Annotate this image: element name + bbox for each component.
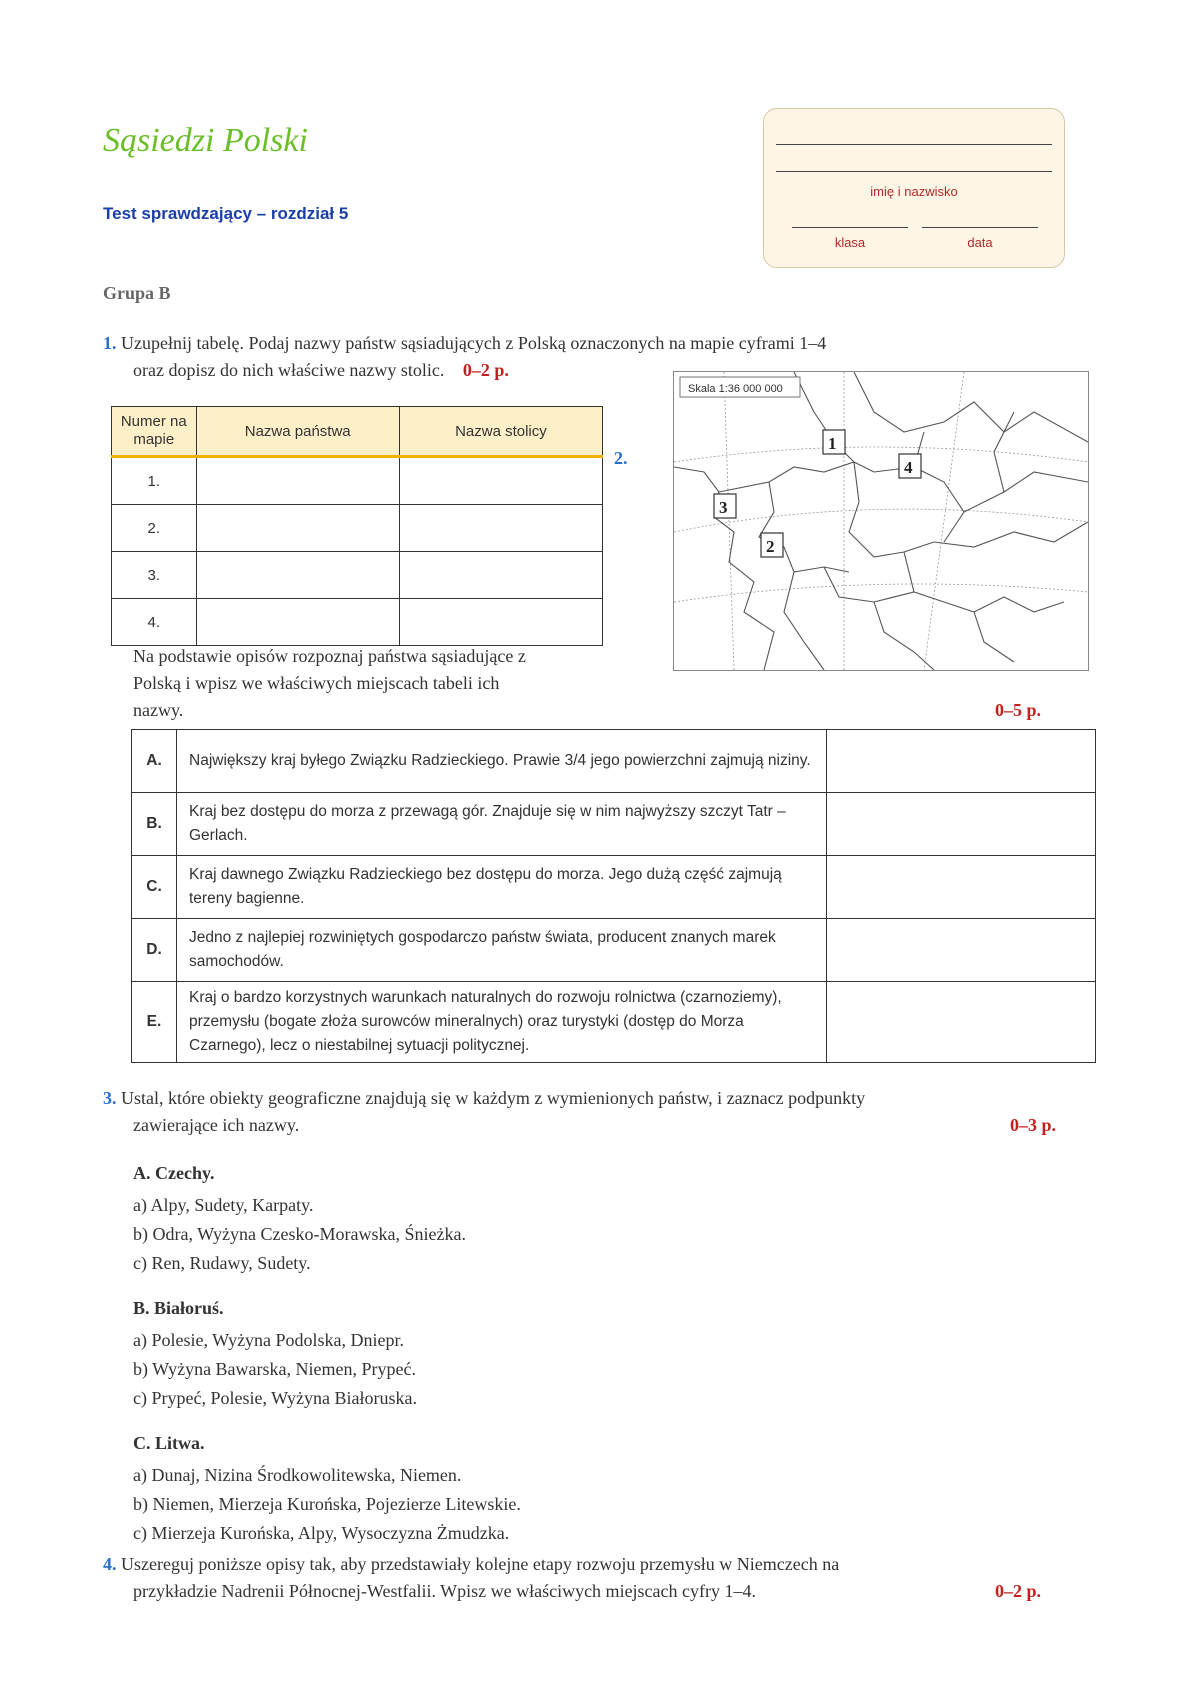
answer-cell[interactable]: [827, 856, 1096, 919]
map-scale: Skala 1:36 000 000: [688, 383, 783, 395]
item-description: Kraj dawnego Związku Radzieckiego bez dostępu do morza. Jego dużą część zajmują tereny bagienne.: [177, 856, 827, 919]
q2-line3: nazwy.: [133, 700, 184, 720]
q1-line1: Uzupełnij tabelę. Podaj nazwy państw sąsiadujących z Polską oznaczonych na mapie cyframi 1–4: [121, 333, 827, 353]
q3-group-a-heading: A. Czechy.: [133, 1163, 215, 1183]
q3-group-b-heading: B. Białoruś.: [133, 1298, 224, 1318]
q4-text: [103, 1551, 839, 1578]
page-subtitle: Test sprawdzający – rozdział 5: [103, 204, 349, 223]
option-item[interactable]: c) Ren, Rudawy, Sudety.: [133, 1253, 311, 1273]
item-description: Kraj o bardzo korzystnych warunkach naturalnych do rozwoju rolnictwa (czarnoziemy), przemysłu (bogate złoża surowców mineralnych) oraz turystyki (dostęp do Morza Czarnego), lecz o niestabilnej sytuacji politycznej.: [177, 982, 827, 1063]
q2-line2: Polską i wpisz we właściwych miejscach tabeli ich: [133, 673, 500, 693]
option-item[interactable]: c) Prypeć, Polesie, Wyżyna Białoruska.: [133, 1388, 418, 1408]
row-number: 4.: [112, 599, 197, 646]
europe-map: [673, 371, 1089, 671]
q4-line1: Uszereguj poniższe opisy tak, aby przedstawiały kolejne etapy rozwoju przemysłu w Niemczech na: [121, 1554, 840, 1574]
page-title: Sąsiedzi Polski: [103, 122, 308, 159]
q1-text-2: [133, 357, 509, 384]
q3-group-b-options: [133, 1326, 417, 1413]
item-letter: B.: [132, 793, 177, 856]
map-marker-3: 3: [719, 498, 728, 517]
option-item[interactable]: a) Dunaj, Nizina Środkowolitewska, Niemen.: [133, 1465, 462, 1485]
map-marker-4: 4: [904, 458, 913, 477]
q2-text: [133, 643, 643, 724]
date-line[interactable]: [922, 227, 1038, 228]
answer-cell[interactable]: [827, 982, 1096, 1063]
capital-cell[interactable]: [399, 552, 602, 599]
option-item[interactable]: b) Niemen, Mierzeja Kurońska, Pojezierze Litewskie.: [133, 1494, 521, 1514]
row-number: 3.: [112, 552, 197, 599]
item-description: Jedno z najlepiej rozwiniętych gospodarczo państw świata, producent znanych marek samochodów.: [177, 919, 827, 982]
class-label: klasa: [834, 235, 866, 250]
table-row: [112, 457, 603, 505]
table-row: [112, 552, 603, 599]
table-row: [132, 919, 1096, 982]
q2-table: [131, 729, 1096, 1063]
capital-cell[interactable]: [399, 457, 602, 505]
table-row: [132, 793, 1096, 856]
q1-number: 1.: [103, 333, 117, 353]
q1-line2: oraz dopisz do nich właściwe nazwy stolic.: [133, 360, 445, 380]
date-label: data: [967, 235, 993, 250]
item-description: Kraj bez dostępu do morza z przewagą gór. Znajduje się w nim najwyższy szczyt Tatr – Gerlach.: [177, 793, 827, 856]
q1-text: [103, 330, 826, 357]
row-number: 1.: [112, 457, 197, 505]
item-letter: D.: [132, 919, 177, 982]
q1-table: [111, 406, 603, 646]
q2-number: 2.: [614, 448, 628, 468]
row-number: 2.: [112, 505, 197, 552]
option-item[interactable]: b) Odra, Wyżyna Czesko-Morawska, Śnieżka.: [133, 1224, 466, 1244]
q3-number: 3.: [103, 1088, 117, 1108]
option-item[interactable]: a) Polesie, Wyżyna Podolska, Dniepr.: [133, 1330, 405, 1350]
option-item[interactable]: c) Mierzeja Kurońska, Alpy, Wysoczyzna Żmudzka.: [133, 1523, 510, 1543]
q4-points: 0–2 p.: [995, 1581, 1042, 1601]
table-row: [132, 730, 1096, 793]
item-letter: C.: [132, 856, 177, 919]
table-row: [132, 856, 1096, 919]
table-row: [112, 599, 603, 646]
capital-cell[interactable]: [399, 599, 602, 646]
country-cell[interactable]: [196, 552, 399, 599]
group-label: Grupa B: [103, 283, 171, 303]
capital-cell[interactable]: [399, 505, 602, 552]
answer-cell[interactable]: [827, 793, 1096, 856]
q4-line2: przykładzie Nadrenii Północnej-Westfalii. Wpisz we właściwych miejscach cyfry 1–4.: [133, 1581, 757, 1601]
table-row: [132, 982, 1096, 1063]
q3-points: 0–3 p.: [1010, 1115, 1057, 1135]
option-item[interactable]: b) Wyżyna Bawarska, Niemen, Prypeć.: [133, 1359, 416, 1379]
map-graphic: [674, 372, 1088, 670]
q3-text: [103, 1085, 865, 1112]
answer-cell[interactable]: [827, 730, 1096, 793]
table-header-country: Nazwa państwa: [196, 407, 399, 457]
q2-line1: Na podstawie opisów rozpoznaj państwa sąsiadujące z: [133, 646, 526, 666]
q3-line2: zawierające ich nazwy.: [133, 1115, 300, 1135]
country-cell[interactable]: [196, 505, 399, 552]
table-header-number: Numer na mapie: [112, 407, 197, 457]
name-label: imię i nazwisko: [870, 184, 958, 199]
map-marker-2: 2: [766, 537, 775, 556]
q3-group-c-heading: C. Litwa.: [133, 1433, 205, 1453]
item-letter: E.: [132, 982, 177, 1063]
name-line-1[interactable]: [776, 144, 1052, 145]
item-letter: A.: [132, 730, 177, 793]
map-marker-1: 1: [828, 434, 837, 453]
option-item[interactable]: a) Alpy, Sudety, Karpaty.: [133, 1195, 314, 1215]
q3-group-c-options: [133, 1461, 521, 1548]
q4-number: 4.: [103, 1554, 117, 1574]
country-cell[interactable]: [196, 457, 399, 505]
class-line[interactable]: [792, 227, 908, 228]
country-cell[interactable]: [196, 599, 399, 646]
table-row: [112, 505, 603, 552]
student-info-box: [763, 108, 1065, 268]
table-header-capital: Nazwa stolicy: [399, 407, 602, 457]
answer-cell[interactable]: [827, 919, 1096, 982]
item-description: Największy kraj byłego Związku Radzieckiego. Prawie 3/4 jego powierzchni zajmują niziny.: [177, 730, 827, 793]
q1-points: 0–2 p.: [462, 360, 509, 380]
q3-group-a-options: [133, 1191, 466, 1278]
q3-line1: Ustal, które obiekty geograficzne znajdują się w każdym z wymienionych państw, i zaznacz podpunkty: [121, 1088, 866, 1108]
name-line-2[interactable]: [776, 171, 1052, 172]
q2-points: 0–5 p.: [995, 700, 1042, 720]
